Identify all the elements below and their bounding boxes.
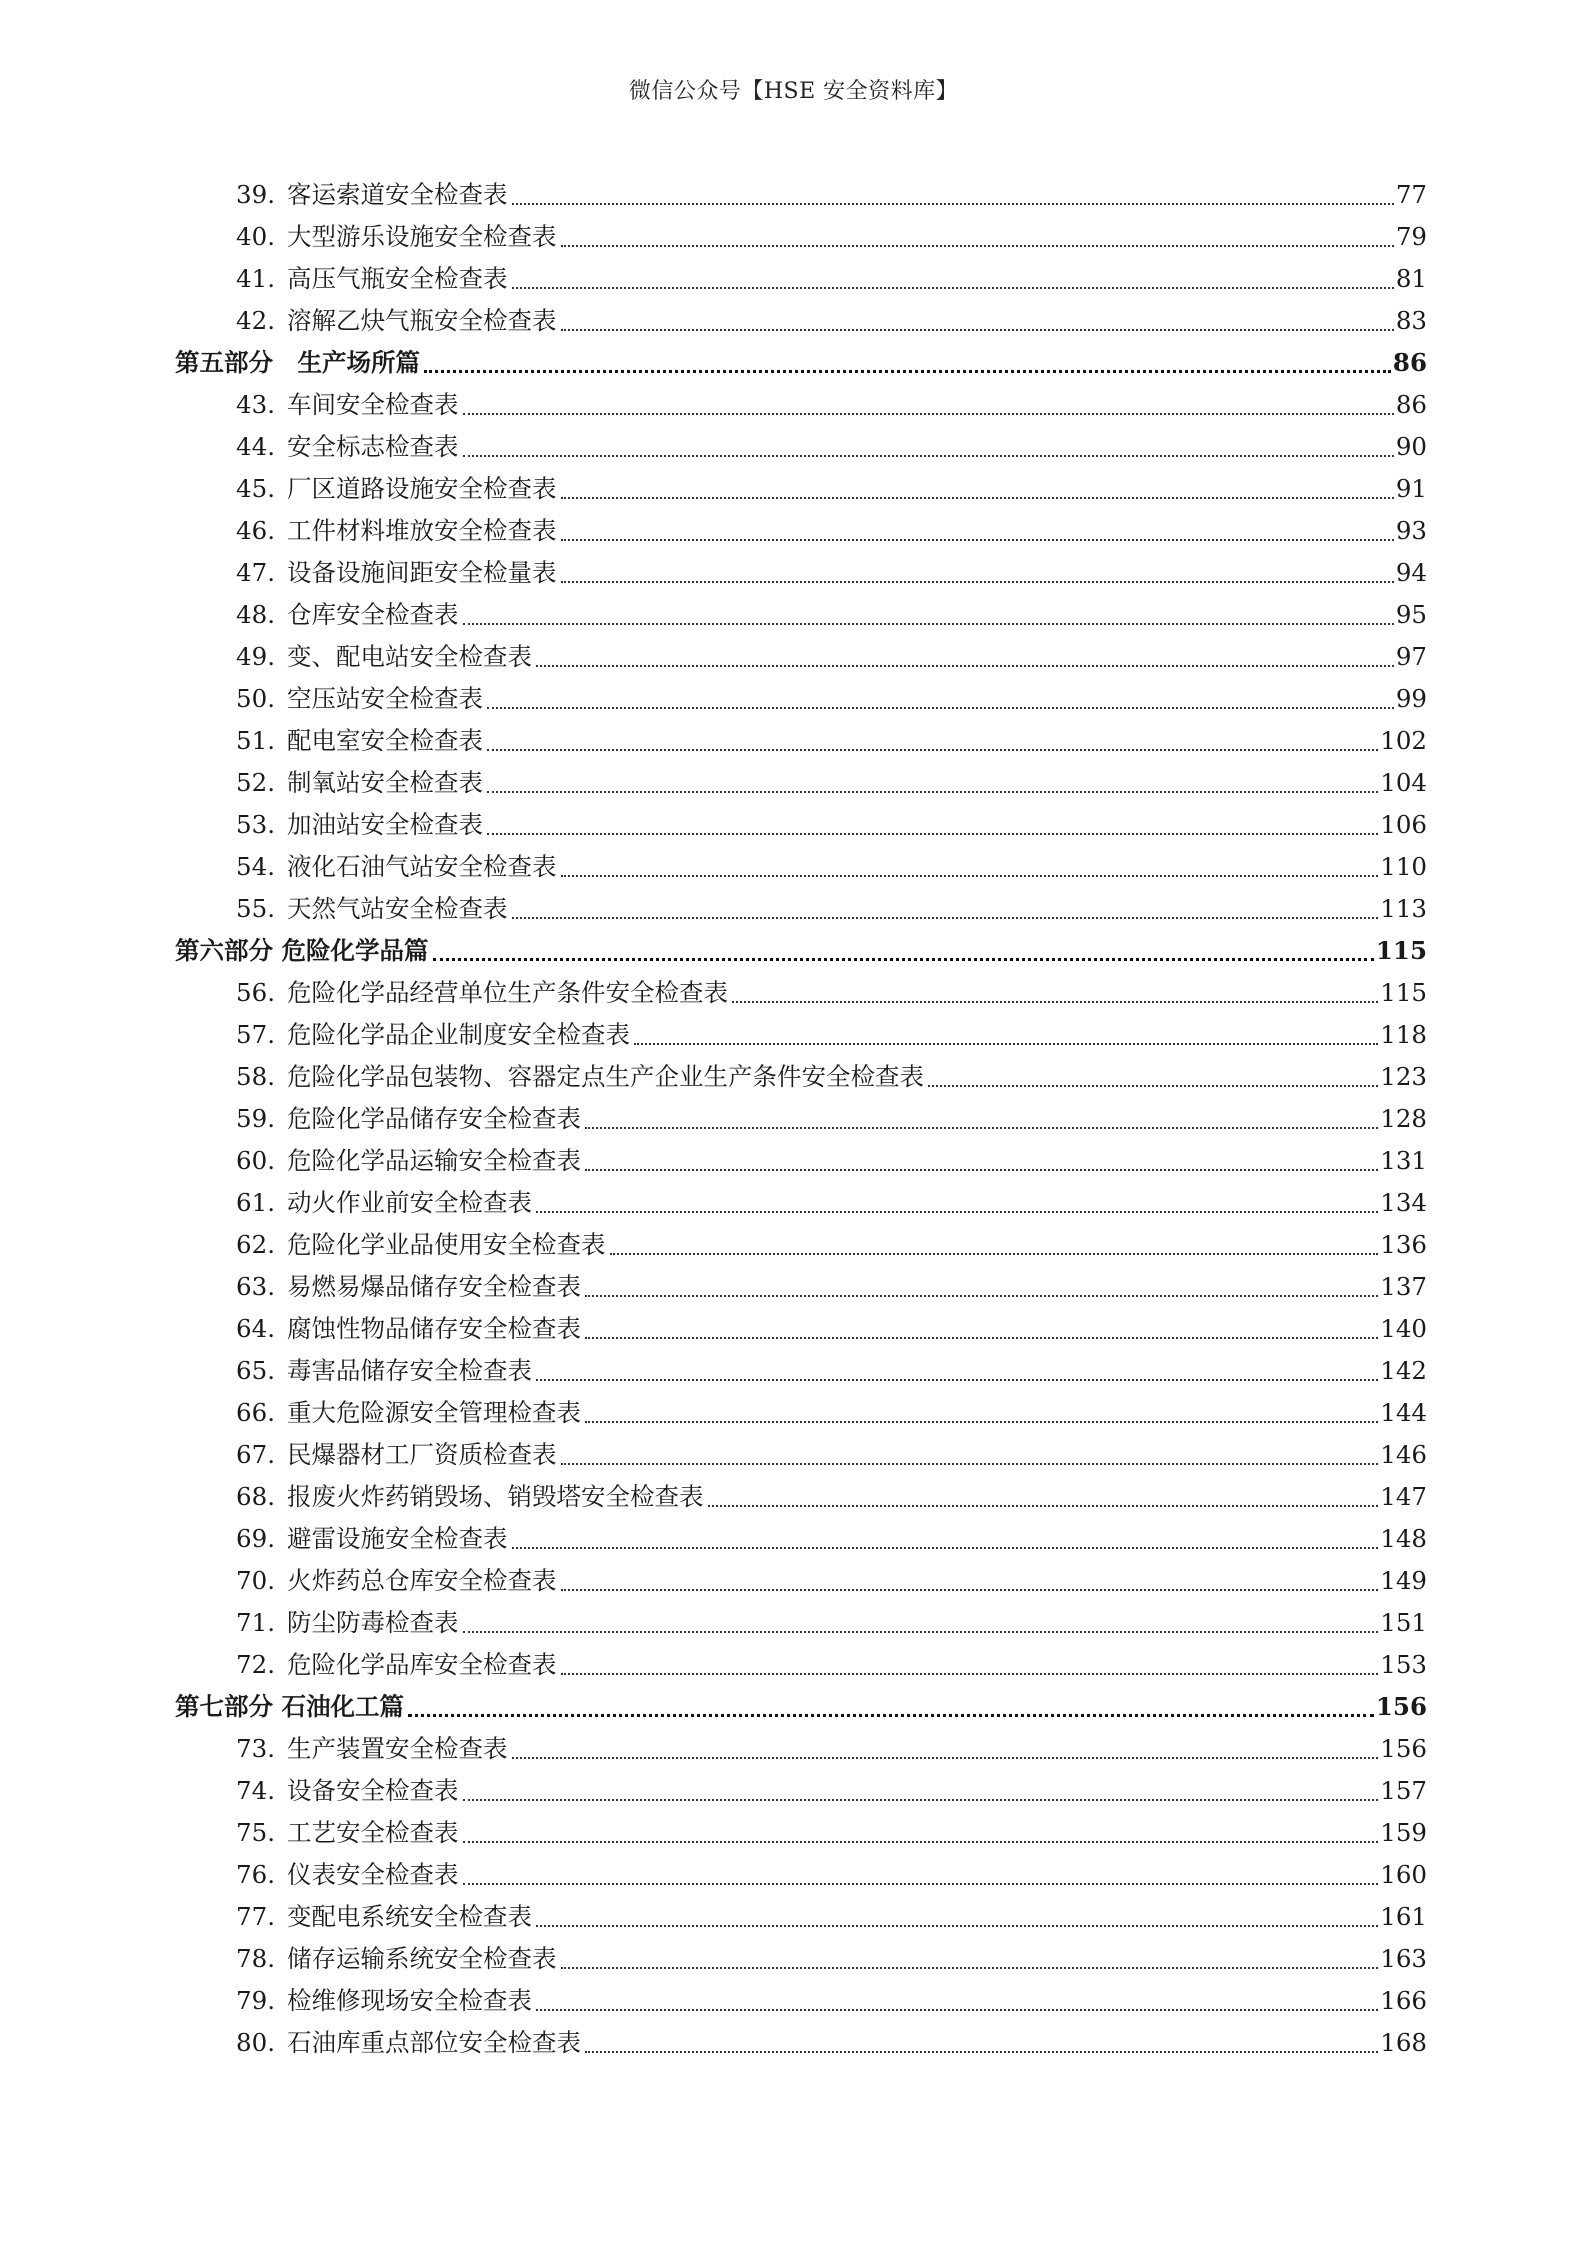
toc-entry-number: 45. — [236, 474, 275, 503]
dot-leader — [561, 1463, 1379, 1465]
toc-entry-number: 62. — [236, 1230, 275, 1259]
toc-entry[interactable] — [175, 2022, 1427, 2064]
toc-entry-title: 配电室安全检查表 — [287, 726, 483, 755]
page-header: 微信公众号【HSE 安全资料库】 — [628, 79, 959, 104]
toc-page-number: 90 — [1395, 432, 1427, 461]
dot-leader — [561, 1673, 1379, 1675]
toc-entry-title: 危险化学业品使用安全检查表 — [287, 1230, 606, 1259]
toc-entry[interactable] — [175, 1854, 1427, 1896]
toc-page-number: 79 — [1395, 222, 1427, 251]
toc-entry-number: 64. — [236, 1314, 275, 1343]
toc-page-number: 102 — [1380, 726, 1427, 755]
toc-page-number: 134 — [1380, 1188, 1427, 1217]
dot-leader — [512, 1757, 1379, 1759]
toc-page-number: 115 — [1375, 936, 1427, 965]
toc-entry-number: 42. — [236, 306, 275, 335]
toc-entry-number: 79. — [236, 1986, 275, 2015]
toc-entry[interactable] — [175, 258, 1427, 300]
toc-entry-number: 70. — [236, 1566, 275, 1595]
toc-entry-number: 47. — [236, 558, 275, 587]
toc-entry-title: 危险化学品经营单位生产条件安全检查表 — [287, 978, 728, 1007]
toc-entry-title: 危险化学品库安全检查表 — [287, 1650, 557, 1679]
dot-leader — [561, 329, 1394, 331]
toc-entry-number: 59. — [236, 1104, 275, 1133]
toc-entry[interactable] — [175, 888, 1427, 930]
dot-leader — [536, 1379, 1378, 1381]
toc-page-number: 131 — [1380, 1146, 1427, 1175]
toc-entry-number: 78. — [236, 1944, 275, 1973]
toc-entry-title: 重大危险源安全管理检查表 — [287, 1398, 581, 1427]
toc-page-number: 99 — [1395, 684, 1427, 713]
toc-entry[interactable] — [175, 972, 1427, 1014]
dot-leader — [463, 455, 1394, 457]
dot-leader — [487, 791, 1378, 793]
toc-page-number: 77 — [1395, 180, 1427, 209]
dot-leader — [424, 370, 1391, 373]
toc-entry[interactable] — [175, 1980, 1427, 2022]
toc-entry[interactable] — [175, 1770, 1427, 1812]
toc-page-number: 113 — [1380, 894, 1427, 923]
toc-page-number: 148 — [1380, 1524, 1427, 1553]
toc-entry-number: 60. — [236, 1146, 275, 1175]
toc-entry-number: 63. — [236, 1272, 275, 1301]
toc-page-number: 94 — [1395, 558, 1427, 587]
toc-page-number: 104 — [1380, 768, 1427, 797]
toc-entry[interactable] — [175, 1350, 1427, 1392]
toc-page-number: 157 — [1380, 1776, 1427, 1805]
toc-entry[interactable] — [175, 636, 1427, 678]
toc-entry-title: 天然气站安全检查表 — [287, 894, 508, 923]
toc-entry-title: 防尘防毒检查表 — [287, 1608, 459, 1637]
toc-page-number: 95 — [1395, 600, 1427, 629]
dot-leader — [634, 1043, 1378, 1045]
dot-leader — [585, 1127, 1378, 1129]
toc-page-number: 81 — [1395, 264, 1427, 293]
toc-entry-title: 设备设施间距安全检量表 — [287, 558, 557, 587]
toc-entry-number: 69. — [236, 1524, 275, 1553]
toc-entry-number: 68. — [236, 1482, 275, 1511]
dot-leader — [585, 2051, 1378, 2053]
toc-entry-title: 仪表安全检查表 — [287, 1860, 459, 1889]
toc-entry-number: 73. — [236, 1734, 275, 1763]
toc-section-title: 第六部分 危险化学品篇 — [175, 936, 429, 965]
dot-leader — [732, 1001, 1378, 1003]
toc-entry[interactable] — [175, 1266, 1427, 1308]
toc-entry-number: 40. — [236, 222, 275, 251]
toc-entry-number: 66. — [236, 1398, 275, 1427]
toc-page-number: 156 — [1375, 1692, 1427, 1721]
toc-entry[interactable] — [175, 1602, 1427, 1644]
toc-entry-number: 76. — [236, 1860, 275, 1889]
toc-page-number: 91 — [1395, 474, 1427, 503]
toc-entry-title: 危险化学品运输安全检查表 — [287, 1146, 581, 1175]
toc-page-number: 86 — [1395, 390, 1427, 419]
toc-page-number: 147 — [1380, 1482, 1427, 1511]
toc-section-title: 第七部分 石油化工篇 — [175, 1692, 405, 1721]
toc-entry-title: 危险化学品包装物、容器定点生产企业生产条件安全检查表 — [287, 1062, 924, 1091]
toc-page-number: 151 — [1380, 1608, 1427, 1637]
dot-leader — [512, 287, 1394, 289]
toc-entry-number: 52. — [236, 768, 275, 797]
toc-entry-number: 58. — [236, 1062, 275, 1091]
toc-entry-title: 空压站安全检查表 — [287, 684, 483, 713]
toc-entry-title: 工艺安全检查表 — [287, 1818, 459, 1847]
toc-entry-number: 67. — [236, 1440, 275, 1469]
toc-entry[interactable] — [175, 1896, 1427, 1938]
toc-entry-title: 客运索道安全检查表 — [287, 180, 508, 209]
toc-page-number: 156 — [1380, 1734, 1427, 1763]
toc-entry-title: 厂区道路设施安全检查表 — [287, 474, 557, 503]
toc-entry[interactable] — [175, 1140, 1427, 1182]
toc-entry-title: 液化石油气站安全检查表 — [287, 852, 557, 881]
toc-page-number: 168 — [1380, 2028, 1427, 2057]
toc-entry-number: 53. — [236, 810, 275, 839]
dot-leader — [928, 1085, 1378, 1087]
toc-entry-title: 避雷设施安全检查表 — [287, 1524, 508, 1553]
dot-leader — [708, 1505, 1379, 1507]
toc-entry-title: 危险化学品储存安全检查表 — [287, 1104, 581, 1133]
toc-page-number: 161 — [1380, 1902, 1427, 1931]
toc-page-number: 149 — [1380, 1566, 1427, 1595]
toc-entry-number: 49. — [236, 642, 275, 671]
dot-leader — [463, 413, 1394, 415]
toc-page-number: 166 — [1380, 1986, 1427, 2015]
toc-page-number: 106 — [1380, 810, 1427, 839]
dot-leader — [463, 1883, 1379, 1885]
toc-entry[interactable] — [175, 552, 1427, 594]
toc-entry[interactable] — [175, 510, 1427, 552]
toc-entry-number: 54. — [236, 852, 275, 881]
toc-entry[interactable] — [175, 174, 1427, 216]
dot-leader — [408, 1714, 1374, 1717]
toc-entry-title: 石油库重点部位安全检查表 — [287, 2028, 581, 2057]
toc-page-number: 83 — [1395, 306, 1427, 335]
toc-entry-title: 民爆器材工厂资质检查表 — [287, 1440, 557, 1469]
toc-entry[interactable] — [175, 1182, 1427, 1224]
toc-entry[interactable] — [175, 216, 1427, 258]
toc-entry[interactable] — [175, 1476, 1427, 1518]
toc-page-number: 159 — [1380, 1818, 1427, 1847]
dot-leader — [512, 203, 1394, 205]
toc-page-number: 140 — [1380, 1314, 1427, 1343]
toc-page-number: 128 — [1380, 1104, 1427, 1133]
dot-leader — [536, 2009, 1378, 2011]
toc-entry-title: 高压气瓶安全检查表 — [287, 264, 508, 293]
dot-leader — [463, 1799, 1379, 1801]
toc-entry[interactable] — [175, 1392, 1427, 1434]
toc-entry-title: 工件材料堆放安全检查表 — [287, 516, 557, 545]
dot-leader — [536, 1211, 1378, 1213]
toc-entry[interactable] — [175, 426, 1427, 468]
toc-page-number: 115 — [1380, 978, 1427, 1007]
toc-page-number: 86 — [1392, 348, 1427, 377]
dot-leader — [463, 1631, 1379, 1633]
toc-entry-title: 储存运输系统安全检查表 — [287, 1944, 557, 1973]
toc-entry[interactable] — [175, 846, 1427, 888]
toc-entry-number: 46. — [236, 516, 275, 545]
dot-leader — [561, 1967, 1379, 1969]
toc-entry-number: 39. — [236, 180, 275, 209]
dot-leader — [487, 707, 1394, 709]
toc-entry[interactable] — [175, 720, 1427, 762]
dot-leader — [561, 1589, 1379, 1591]
toc-entry[interactable] — [175, 1518, 1427, 1560]
toc-entry-title: 制氧站安全检查表 — [287, 768, 483, 797]
toc-entry-title: 报废火炸药销毁场、销毁塔安全检查表 — [287, 1482, 704, 1511]
toc-page-number: 137 — [1380, 1272, 1427, 1301]
toc-page-number: 144 — [1380, 1398, 1427, 1427]
toc-entry-number: 77. — [236, 1902, 275, 1931]
toc-entry-title: 检维修现场安全检查表 — [287, 1986, 532, 2015]
toc-entry[interactable] — [175, 1938, 1427, 1980]
toc-entry-title: 仓库安全检查表 — [287, 600, 459, 629]
toc-entry[interactable] — [175, 1056, 1427, 1098]
toc-section-heading[interactable] — [175, 1686, 1427, 1728]
toc-entry-number: 44. — [236, 432, 275, 461]
toc-entry-number: 74. — [236, 1776, 275, 1805]
dot-leader — [487, 749, 1378, 751]
dot-leader — [536, 1925, 1378, 1927]
toc-page-number: 97 — [1395, 642, 1427, 671]
toc-entry-number: 55. — [236, 894, 275, 923]
dot-leader — [585, 1295, 1378, 1297]
toc-entry[interactable] — [175, 594, 1427, 636]
toc-section-title: 第五部分 生产场所篇 — [175, 348, 420, 377]
dot-leader — [561, 539, 1394, 541]
toc-entry[interactable] — [175, 804, 1427, 846]
toc-page-number: 146 — [1380, 1440, 1427, 1469]
toc-entry-number: 56. — [236, 978, 275, 1007]
toc-entry-number: 71. — [236, 1608, 275, 1637]
toc-page-number: 142 — [1380, 1356, 1427, 1385]
toc-entry[interactable] — [175, 468, 1427, 510]
toc-entry-title: 易燃易爆品储存安全检查表 — [287, 1272, 581, 1301]
toc-page-number: 118 — [1380, 1020, 1427, 1049]
toc-entry-title: 毒害品储存安全检查表 — [287, 1356, 532, 1385]
toc-entry-number: 61. — [236, 1188, 275, 1217]
dot-leader — [487, 833, 1378, 835]
toc-entry-number: 57. — [236, 1020, 275, 1049]
toc-entry[interactable] — [175, 1308, 1427, 1350]
toc-entry-title: 加油站安全检查表 — [287, 810, 483, 839]
toc-page-number: 93 — [1395, 516, 1427, 545]
toc-entry-number: 41. — [236, 264, 275, 293]
toc-page-number: 153 — [1380, 1650, 1427, 1679]
toc-section-heading[interactable] — [175, 342, 1427, 384]
toc-entry[interactable] — [175, 1224, 1427, 1266]
toc-entry[interactable] — [175, 1014, 1427, 1056]
dot-leader — [561, 245, 1394, 247]
toc-entry-title: 变配电系统安全检查表 — [287, 1902, 532, 1931]
dot-leader — [585, 1337, 1378, 1339]
toc-entry-number: 50. — [236, 684, 275, 713]
dot-leader — [463, 1841, 1379, 1843]
dot-leader — [536, 665, 1394, 667]
dot-leader — [561, 875, 1379, 877]
toc-entry-number: 65. — [236, 1356, 275, 1385]
toc-entry-number: 75. — [236, 1818, 275, 1847]
toc-entry[interactable] — [175, 1812, 1427, 1854]
dot-leader — [610, 1253, 1379, 1255]
toc-entry-number: 51. — [236, 726, 275, 755]
toc-entry[interactable] — [175, 1560, 1427, 1602]
toc-entry-title: 车间安全检查表 — [287, 390, 459, 419]
toc-page-number: 123 — [1380, 1062, 1427, 1091]
toc-entry[interactable] — [175, 1644, 1427, 1686]
toc-entry-title: 动火作业前安全检查表 — [287, 1188, 532, 1217]
dot-leader — [463, 623, 1394, 625]
dot-leader — [585, 1421, 1378, 1423]
toc-entry[interactable] — [175, 1434, 1427, 1476]
toc-entry[interactable] — [175, 300, 1427, 342]
toc-entry-number: 72. — [236, 1650, 275, 1679]
toc-entry[interactable] — [175, 678, 1427, 720]
toc-page-number: 136 — [1380, 1230, 1427, 1259]
toc-entry[interactable] — [175, 1728, 1427, 1770]
toc-entry-number: 43. — [236, 390, 275, 419]
toc-entry-title: 生产装置安全检查表 — [287, 1734, 508, 1763]
toc-entry-title: 设备安全检查表 — [287, 1776, 459, 1805]
toc-section-heading[interactable] — [175, 930, 1427, 972]
toc-entry-title: 火炸药总仓库安全检查表 — [287, 1566, 557, 1595]
dot-leader — [512, 1547, 1379, 1549]
dot-leader — [585, 1169, 1378, 1171]
toc-page-number: 110 — [1380, 852, 1427, 881]
toc-entry-title: 安全标志检查表 — [287, 432, 459, 461]
toc-entry-title: 腐蚀性物品储存安全检查表 — [287, 1314, 581, 1343]
dot-leader — [512, 917, 1379, 919]
table-of-contents — [175, 174, 1427, 2064]
dot-leader — [433, 958, 1374, 961]
toc-entry[interactable] — [175, 384, 1427, 426]
dot-leader — [561, 497, 1394, 499]
toc-entry-title: 危险化学品企业制度安全检查表 — [287, 1020, 630, 1049]
toc-entry-number: 80. — [236, 2028, 275, 2057]
toc-entry-number: 48. — [236, 600, 275, 629]
toc-page-number: 160 — [1380, 1860, 1427, 1889]
toc-entry-title: 溶解乙炔气瓶安全检查表 — [287, 306, 557, 335]
dot-leader — [561, 581, 1394, 583]
toc-entry-title: 变、配电站安全检查表 — [287, 642, 532, 671]
toc-entry[interactable] — [175, 762, 1427, 804]
toc-entry-title: 大型游乐设施安全检查表 — [287, 222, 557, 251]
toc-entry[interactable] — [175, 1098, 1427, 1140]
toc-page-number: 163 — [1380, 1944, 1427, 1973]
